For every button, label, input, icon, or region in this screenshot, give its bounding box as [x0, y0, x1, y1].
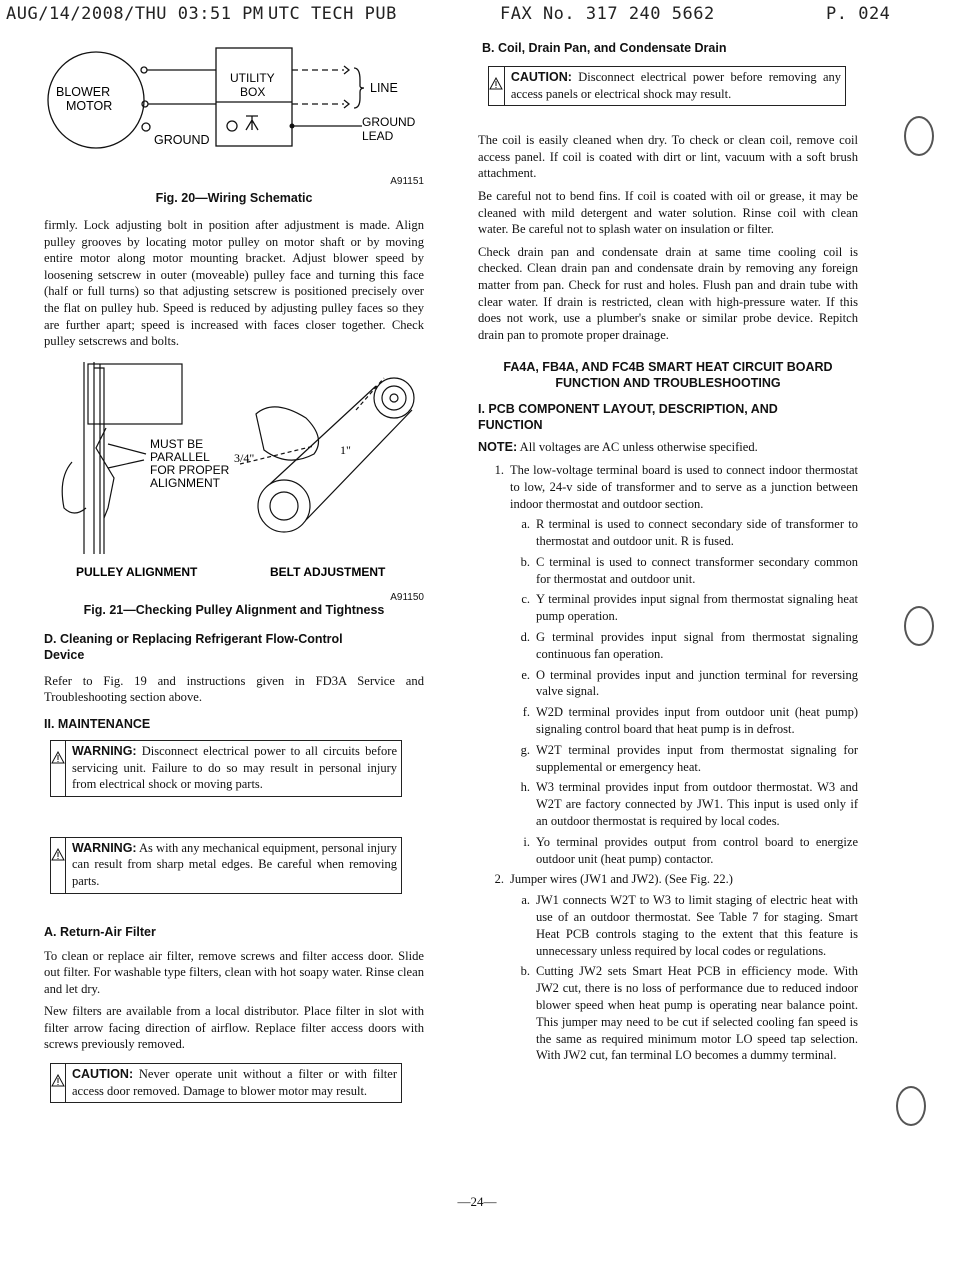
warning-triangle-icon	[51, 838, 66, 893]
fax-header-page: P. 024	[826, 4, 891, 24]
section-a-para1: To clean or replace air filter, remove screws and filter access door. Slide out filter. For washable type filters, clean with hot soapy water. Rinse clean and let dry.	[44, 948, 424, 996]
punch-hole	[904, 116, 934, 156]
list-item: a. R terminal is used to connect secondary side of transformer to thermostat and outdoor unit. R is fused.	[521, 517, 858, 549]
ground-lead-label: GROUND	[362, 115, 416, 129]
caution-power-box	[488, 66, 846, 106]
ground-label: GROUND	[154, 133, 210, 147]
must-be-parallel-label-3: FOR PROPER	[150, 462, 230, 477]
terminal-list	[478, 462, 858, 1064]
section-b-para3: Check drain pan and condensate drain at same time cooling coil is checked. Clean drain pan and condensate drain by removing any foreign matter from pan. Check for rust and holes. Flush pan and drain tube with clear water. If drain is restricted, clean with high-pressure water. If this does not work, use a plumber's snake or similar probe device. Repitch drain pan to promote proper drainage.	[478, 244, 858, 342]
warning-triangle-icon	[51, 1064, 66, 1102]
line-label: LINE	[370, 81, 398, 95]
warning-label: WARNING:	[72, 743, 137, 758]
fax-header-sender: UTC TECH PUB	[268, 4, 397, 24]
list-item: c. Y terminal provides input signal from thermostat signaling heat pump operation.	[521, 592, 858, 624]
fig21-caption: Fig. 21—Checking Pulley Alignment and Tightness	[83, 602, 385, 617]
list-item: e. O terminal provides input and junction terminal for reversing valve signal.	[521, 667, 858, 699]
item1-sublist	[486, 516, 858, 867]
smart-heat-heading: FA4A, FB4A, AND FC4B SMART HEAT CIRCUIT BOARD FUNCTION AND TROUBLESHOOTING	[503, 360, 833, 391]
pulley-alignment-figure	[44, 358, 424, 588]
must-be-parallel-label-2: PARALLEL	[150, 449, 210, 464]
note-text: All voltages are AC unless otherwise specified.	[517, 440, 758, 455]
caution-label: CAUTION:	[510, 70, 572, 84]
section-b-heading: B. Coil, Drain Pan, and Condensate Drain	[482, 41, 727, 55]
blower-motor-label-2: MOTOR	[66, 99, 113, 113]
fig20-caption: Fig. 20—Wiring Schematic	[155, 191, 313, 205]
small-pulley	[258, 480, 310, 532]
pulley-adjust-paragraph: firmly. Lock adjusting bolt in position after adjustment is made. Align pulley grooves by locating motor pulley on motor shaft or by moving entire motor along motor mounting bracket. Adjust blower speed by loosening setscrew in outer (moveable) pulley face and turning this face (half or full turns) so that adjusting setscrew is positioned precisely over the flat on pulley hub. Speed is reduced by adjusting pulley faces so they are further apart; speed is increased with faces closer together. Check pulley setscrews and bolts.	[44, 218, 424, 349]
left-column	[44, 40, 424, 1103]
list-item: 2. Jumper wires (JW1 and JW2). (See Fig. 22.)	[494, 872, 733, 887]
list-item: g. W2T terminal provides input from thermostat signaling for supplemental or emergency heat.	[520, 742, 858, 774]
large-pulley	[374, 378, 414, 418]
caution-text: Disconnect electrical power before removing any access panels or electrical shock may result.	[510, 70, 841, 101]
wiring-schematic-figure	[44, 40, 424, 190]
fig20-code: A91151	[390, 176, 424, 187]
caution-text: Never operate unit without a filter or with filter access door removed. Damage to blower motor may result.	[72, 1067, 397, 1098]
caution-filter-box	[50, 1063, 402, 1103]
note-paragraph	[478, 439, 858, 456]
punch-hole	[904, 606, 934, 646]
list-item: i. Yo terminal provides output from control board to energize outdoor unit (heat pump) contactor.	[523, 834, 858, 866]
right-column	[478, 40, 858, 1068]
warning-triangle-icon	[489, 67, 505, 105]
item2-sublist	[486, 892, 858, 1064]
three-quarter-label: 3/4"	[234, 450, 255, 465]
must-be-parallel-label: MUST BE	[150, 436, 204, 451]
list-item: b. Cutting JW2 sets Smart Heat PCB in efficiency mode. With JW2 cut, there is no loss of performance due to reduced indoor blower speed when heat pump is operating near balance point. This jumper may need to be cut if selected cooling fan speed is the same as required minimum motor LO speed tap selection. With JW2 cut, fan terminal LO becomes a dummy terminal.	[520, 964, 858, 1063]
pulley-alignment-label: PULLEY ALIGNMENT	[76, 564, 198, 579]
fax-header-number: FAX No. 317 240 5662	[500, 4, 715, 24]
section-d-heading: D. Cleaning or Replacing Refrigerant Flow-Control Device	[44, 631, 343, 662]
list-item: 1. The low-voltage terminal board is used to connect indoor thermostat to low, 24-v side of transformer and to serve as a junction between indoor thermostat and outdoor section.	[494, 462, 858, 511]
punch-hole	[896, 1086, 926, 1126]
utility-box-label: UTILITY	[230, 71, 275, 85]
warning-electrical-box	[50, 740, 402, 797]
ground-lead-label-2: LEAD	[362, 129, 394, 143]
warning-text: As with any mechanical equipment, personal injury can result from sharp metal edges. Be careful when removing parts.	[72, 840, 397, 888]
list-item: a. JW1 connects W2T to W3 to limit staging of electric heat with use of an outdoor thermostat. See Table 7 for staging. Smart Heat PCB controls staging to the extent that this feature is unnecessary unless required by local codes or regulations.	[521, 893, 858, 958]
warning-sharp-edges-box	[50, 837, 402, 894]
list-item: f. W2D terminal provides input from outdoor unit (heat pump) signaling control board that heat pump is in defrost.	[522, 705, 858, 737]
list-item: b. C terminal is used to connect transformer secondary common for thermostat and outdoor unit.	[520, 554, 858, 586]
fig21-code: A91150	[390, 591, 424, 603]
page-number: —24—	[457, 1194, 497, 1209]
warning-label: WARNING:	[72, 840, 137, 855]
note-label: NOTE:	[478, 440, 518, 455]
blower-motor-label: BLOWER	[56, 85, 111, 99]
maintenance-heading: II. MAINTENANCE	[44, 716, 151, 731]
section-b-para2: Be careful not to bend fins. If coil is coated with oil or grease, it may be cleaned with mild detergent and water solution. Rinse coil with clean water. Be careful not to splash water on insulation or filter.	[478, 188, 858, 237]
must-be-parallel-label-4: ALIGNMENT	[150, 475, 221, 490]
one-inch-label: 1"	[340, 442, 351, 457]
warning-triangle-icon	[51, 741, 66, 796]
utility-box-label-2: BOX	[240, 85, 266, 99]
list-item: d. G terminal provides input signal from thermostat signaling continuous fan operation.	[520, 630, 858, 661]
pcb-heading: I. PCB COMPONENT LAYOUT, DESCRIPTION, AND FUNCTION	[478, 402, 778, 433]
list-item: h. W3 terminal provides input from outdoor thermostat. W3 and W2T are factory connected by JW1. This input is used only if an outdoor thermostat is required by local codes.	[520, 780, 858, 829]
section-d-text: Refer to Fig. 19 and instructions given in FD3A Service and Troubleshooting section above.	[44, 673, 424, 705]
fax-header-datetime: AUG/14/2008/THU 03:51 PM	[6, 4, 264, 24]
warning-text: Disconnect electrical power to all circuits before servicing unit. Failure to do so may result in personal injury from electrical shock or moving parts.	[72, 743, 397, 792]
section-b-para1: The coil is easily cleaned when dry. To check or clean coil, remove coil access panel. If coil is coated with dirt or lint, vacuum with a soft brush attachment.	[478, 133, 858, 181]
caution-label: CAUTION:	[72, 1067, 134, 1082]
belt-adjustment-label: BELT ADJUSTMENT	[270, 564, 386, 579]
section-a-heading: A. Return-Air Filter	[44, 924, 156, 939]
section-a-para2: New filters are available from a local distributor. Place filter in slot with filter arrow facing direction of airflow. Replace filter access doors with screws previously removed.	[44, 1004, 424, 1052]
